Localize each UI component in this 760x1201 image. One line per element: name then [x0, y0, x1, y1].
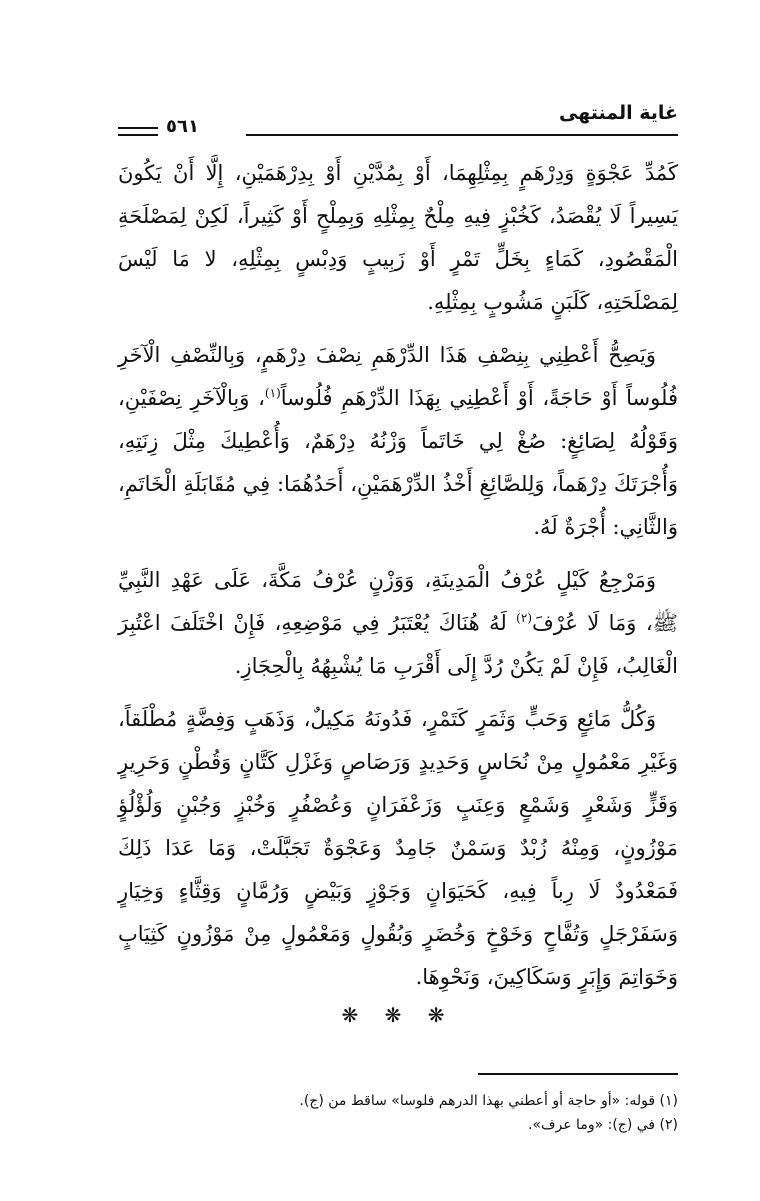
footnotes [118, 1089, 678, 1137]
document-page [118, 100, 678, 1137]
page-number-double-rule [118, 127, 158, 136]
footnote-ref-2[interactable]: (٢) [516, 611, 532, 625]
paragraph-2-text-b: ، وَبِالْآخَرِ نِصْفَيْنِ، وَقَوْلُهُ لِصَائِغٍ: صُغْ لِي خَاتَماً وَزْنُهُ دِرْهَمٌ، وَأُعْطِيكَ مِثْلَ زِنَتِهِ، وَأُجْرَتَكَ دِرْهَماً، وَلِلصَّائِغِ أَخْذُ الدِّرْهَمَيْنِ، أَحَدُهُمَا: فِي مُقَابَلَةِ الْخَاتَمِ، وَالثَّانِي: أُجْرَةٌ لَهُ. [118, 386, 678, 539]
footnote-2: (٢) في (ج): «وما عرف». [528, 1117, 678, 1133]
paragraph-4: وَكُلُّ مَائِعٍ وَحَبٍّ وَثَمَرٍ كَتَمْرٍ، فَدُونَهُ مَكِيلٌ، وَذَهَبٍ وَفِضَّةٍ مُطْلَقاً، وَغَيْرِ مَعْمُولٍ مِنْ نُحَاسٍ وَحَدِيدٍ وَرَصَاصٍ وَغَزْلِ كَتَّانٍ وَقُطْنٍ وَحَرِيرٍ وَقَزٍّ وَشَعْرٍ وَشَمْعٍ وَعِنَبٍ وَزَعْفَرَانٍ وَعُصْفُرٍ وَخُبْزٍ وَجُبْنٍ وَلُؤْلُؤٍ مَوْزُونٍ، وَمِنْهُ زُبْدٌ وَسَمْنٌ جَامِدٌ وَعَجْوَةٌ تَجَبَّلَتْ، وَمَا عَدَا ذَلِكَ فَمَعْدُودٌ لَا رِباً فِيهِ، كَحَيَوَانٍ وَجَوْزٍ وَبَيْضٍ وَرُمَّانٍ وَقِثَّاءٍ وَخِيَارٍ وَسَفَرْجَلٍ وَتُفَّاحٍ وَخَوْخٍ وَخُضَرٍ وَبُقُولٍ وَمَعْمُولٍ مِنْ مَوْزُونٍ كَثِيَابٍ وَخَوَاتِمَ وَإِبَرٍ وَسَكَاكِينَ، وَنَحْوِهَا. [118, 707, 678, 989]
paragraph-2 [118, 334, 678, 549]
paragraph-2-text-a: وَيَصِحُّ أَعْطِنِي بِنِصْفِ هَذَا الدِّرْهَمِ نِصْفَ دِرْهَمٍ، وَبِالنِّصْفِ الْآخَرِ فُلُوساً أَوْ حَاجَةً، أَوْ أَعْطِنِي بِهَذَا الدِّرْهَمِ فُلُوساً [118, 343, 678, 410]
paragraph-3 [118, 559, 678, 688]
paragraph-1: كَمُدِّ عَجْوَةٍ وَدِرْهَمٍ بِمِثْلِهِمَا، أَوْ بِمُدَّيْنِ أَوْ بِدِرْهَمَيْنِ، إِلَّا أَنْ يَكُونَ يَسِيراً لَا يُقْصَدُ، كَخُبْزٍ فِيهِ مِلْحٌ بِمِثْلِهِ وَبِمِلْحٍ أَوْ كَثِيراً، لَكِنْ لِمَصْلَحَةِ الْمَقْصُودِ، كَمَاءٍ بِخَلٍّ تَمْرٍ أَوْ زَبِيبٍ وَدِبْسٍ بِمِثْلِهِ، لا مَا لَيْسَ لِمَصْلَحَتِهِ، كَلَبَنٍ مَشُوبٍ بِمِثْلِهِ. [118, 161, 678, 314]
section-separator: ❋ ❋ ❋ [341, 1003, 455, 1027]
paragraph-3-text-b: لَهُ هُنَاكَ يُعْتَبَرُ فِي مَوْضِعِهِ، فَإِنْ اخْتَلَفَ اعْتُبِرَ الْغَالِبُ، فَإِنْ لَمْ يَكُنْ رُدَّ إِلَى أَقْرَبِ مَا يُشْبِهُهُ بِالْحِجَازِ. [118, 611, 678, 678]
running-title: غاية المنتهى [558, 102, 678, 124]
footnote-ref-1[interactable]: (١) [264, 386, 281, 400]
footnote-1: (١) قوله: «أو حاجة أو أعطني بهذا الدرهم فلوسا» ساقط من (ج). [299, 1093, 678, 1109]
page-header [118, 100, 678, 140]
page-number: ٥٦١ [166, 116, 199, 137]
main-text [118, 152, 678, 1027]
footnote-rule [478, 1073, 678, 1075]
paragraph-3-text-a: وَمَرْجِعُ كَيْلٍ عُرْفُ الْمَدِينَةِ، وَوَزْنٍ عُرْفُ مَكَّةَ، عَلَى عَهْدِ النَّبِيِّ ﷺ، وَمَا لَا عُرْفَ [118, 568, 678, 635]
header-rule [246, 134, 678, 136]
